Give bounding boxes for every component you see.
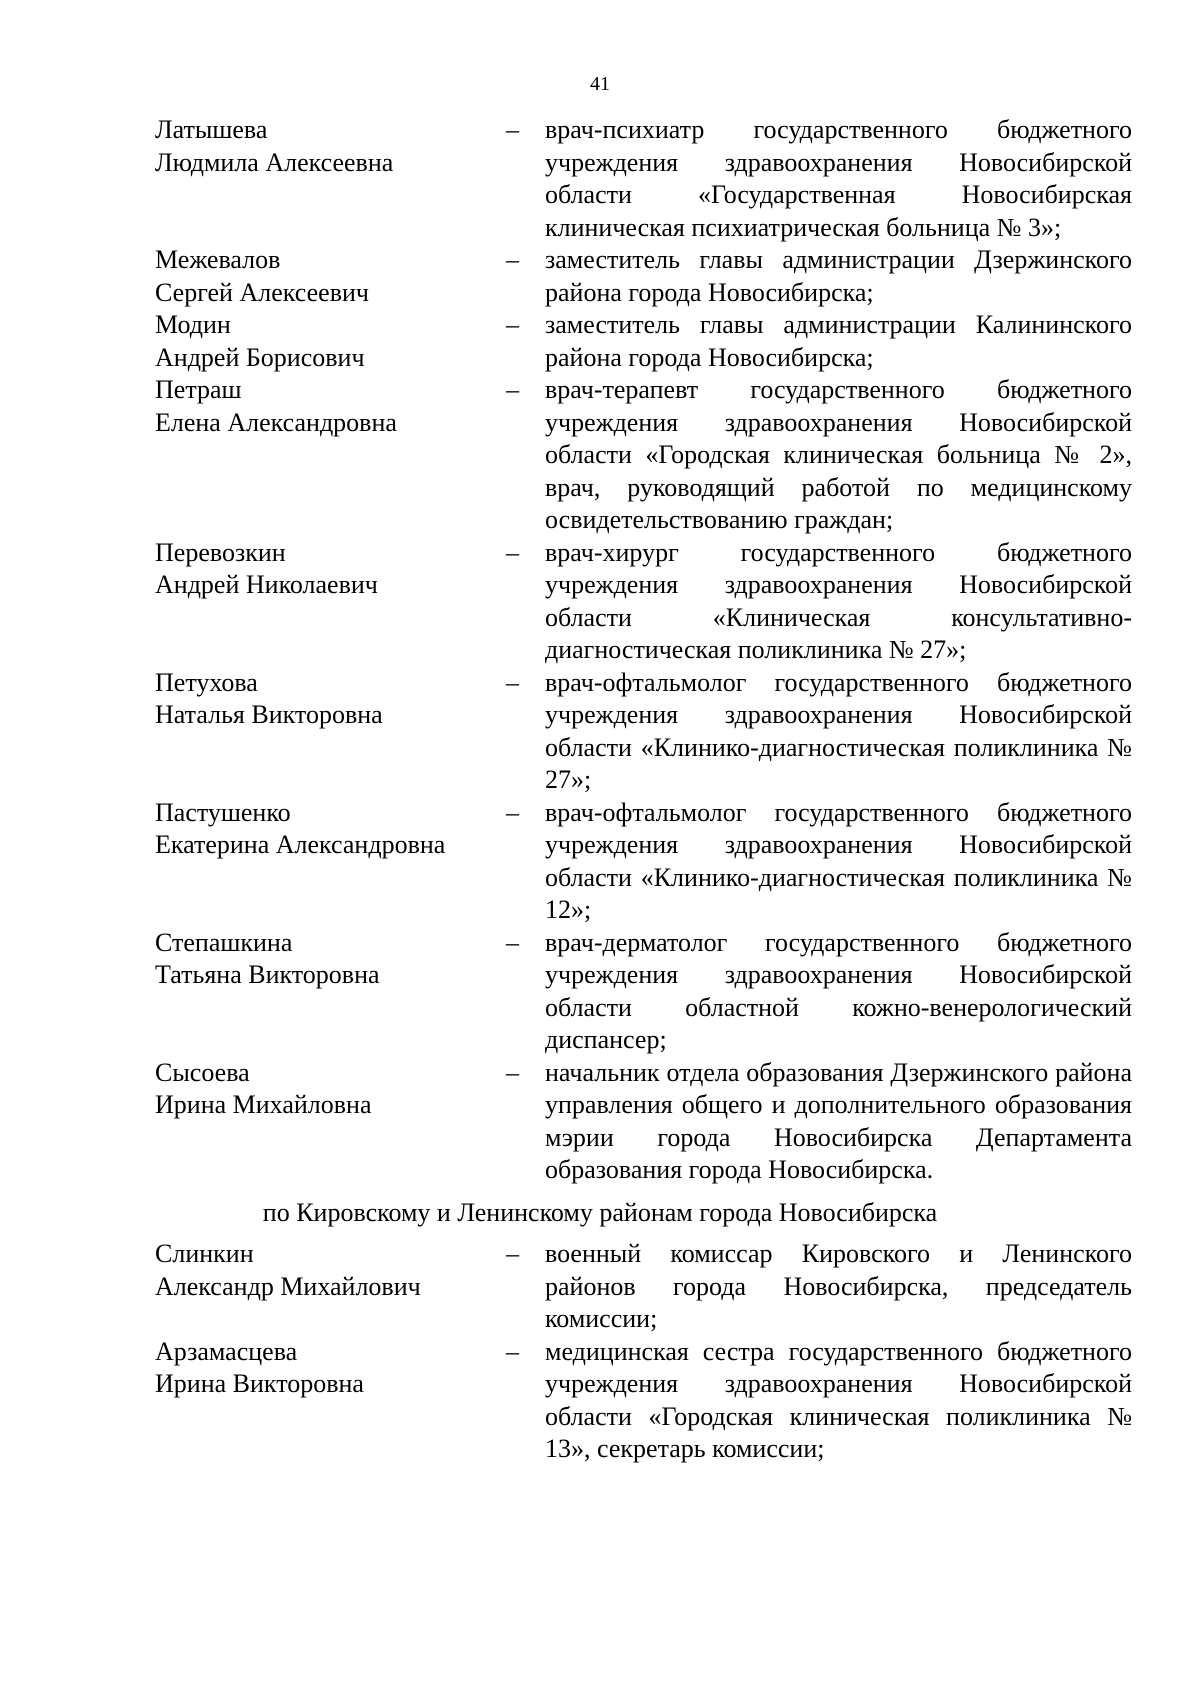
dash: –: [506, 1336, 519, 1366]
list-entry: [155, 309, 1132, 374]
list-entry: [155, 667, 1132, 797]
dash: –: [506, 797, 519, 827]
list-entry: [155, 114, 1132, 244]
person-name: [155, 244, 506, 309]
given-names: Елена Александровна: [155, 407, 397, 437]
person-name: [155, 309, 506, 374]
dash: –: [506, 927, 519, 957]
given-names: Людмила Алексеевна: [155, 147, 394, 177]
surname: Пастушенко: [155, 797, 291, 827]
given-names: Татьяна Викторовна: [155, 960, 380, 989]
surname: Сысоева: [155, 1057, 250, 1087]
given-names: Екатерина Александровна: [155, 830, 446, 859]
given-names: Александр Михайлович: [155, 1271, 421, 1301]
person-name: [155, 667, 506, 732]
dash: –: [506, 310, 519, 339]
surname: Перевозкин: [155, 537, 286, 567]
position-description: врач-дерматолог государственного бюджетного учреждения здравоохранения Новосибирской области областной кожно-венерологический диспансер;: [545, 927, 1132, 1054]
list-entry: [155, 1057, 1132, 1187]
surname: Петухова: [155, 667, 258, 697]
position-description: военный комиссар Кировского и Ленинского районов города Новосибирска, председатель комиссии;: [545, 1239, 1132, 1333]
position-description: начальник отдела образования Дзержинского района управления общего и дополнительного образования мэрии города Новосибирска Департамента образования города Новосибирска.: [545, 1057, 1132, 1184]
surname: Степашкина: [155, 927, 293, 957]
surname: Петраш: [155, 375, 242, 404]
given-names: Сергей Алексеевич: [155, 277, 369, 307]
position-description: врач-офтальмолог государственного бюджетного учреждения здравоохранения Новосибирской области «Клинико-диагностическая поликлиника № 27»;: [545, 667, 1132, 794]
given-names: Андрей Борисович: [155, 342, 365, 372]
dash: –: [506, 537, 519, 567]
person-name: [155, 114, 506, 179]
list-entry: [155, 927, 1132, 1057]
position-description: врач-психиатр государственного бюджетного учреждения здравоохранения Новосибирской области «Государственная Новосибирская клиническая психиатрическая больница № 3»;: [545, 115, 1132, 242]
position-description: врач-терапевт государственного бюджетного учреждения здравоохранения Новосибирской области «Городская клиническая больница № 2», врач, руководящий работой по медицинскому освидетельствованию граждан;: [545, 375, 1132, 534]
person-name: [155, 374, 506, 439]
person-name: [155, 537, 506, 602]
person-name: [155, 1057, 506, 1122]
surname: Слинкин: [155, 1239, 254, 1268]
position-description: врач-офтальмолог государственного бюджетного учреждения здравоохранения Новосибирской области «Клинико-диагностическая поликлиника № 12»;: [545, 797, 1132, 924]
given-names: Андрей Николаевич: [155, 570, 378, 599]
surname: Латышева: [155, 115, 268, 144]
given-names: Наталья Викторовна: [155, 700, 383, 729]
surname: Модин: [155, 310, 231, 339]
dash: –: [506, 115, 519, 144]
dash: –: [506, 375, 519, 404]
given-names: Ирина Викторовна: [155, 1369, 364, 1398]
list-entry: [155, 1238, 1132, 1336]
position-description: врач-хирург государственного бюджетного учреждения здравоохранения Новосибирской области «Клиническая консультативно-диагностическая поликлиника № 27»;: [545, 537, 1132, 664]
commission-list: [155, 114, 1132, 1466]
section-heading: по Кировскому и Ленинскому районам города Новосибирска: [262, 1197, 938, 1227]
dash: –: [506, 245, 519, 274]
surname: Арзамасцева: [155, 1336, 298, 1366]
list-entry: [155, 797, 1132, 927]
person-name: [155, 797, 506, 862]
list-entry: [155, 537, 1132, 667]
given-names: Ирина Михайловна: [155, 1090, 372, 1119]
dash: –: [506, 1239, 519, 1268]
list-entry: [155, 374, 1132, 537]
person-name: [155, 927, 506, 992]
list-entry: [155, 1336, 1132, 1466]
surname: Межевалов: [155, 245, 281, 274]
dash: –: [506, 667, 519, 697]
position-description: заместитель главы администрации Калининского района города Новосибирска;: [545, 310, 1132, 372]
person-name: [155, 1238, 506, 1303]
position-description: медицинская сестра государственного бюджетного учреждения здравоохранения Новосибирской области «Городская клиническая поликлиника № 13», секретарь комиссии;: [545, 1336, 1132, 1463]
person-name: [155, 1336, 506, 1401]
position-description: заместитель главы администрации Дзержинского района города Новосибирска;: [545, 245, 1132, 307]
dash: –: [506, 1057, 519, 1087]
list-entry: [155, 244, 1132, 309]
page-number: 41: [590, 73, 610, 95]
